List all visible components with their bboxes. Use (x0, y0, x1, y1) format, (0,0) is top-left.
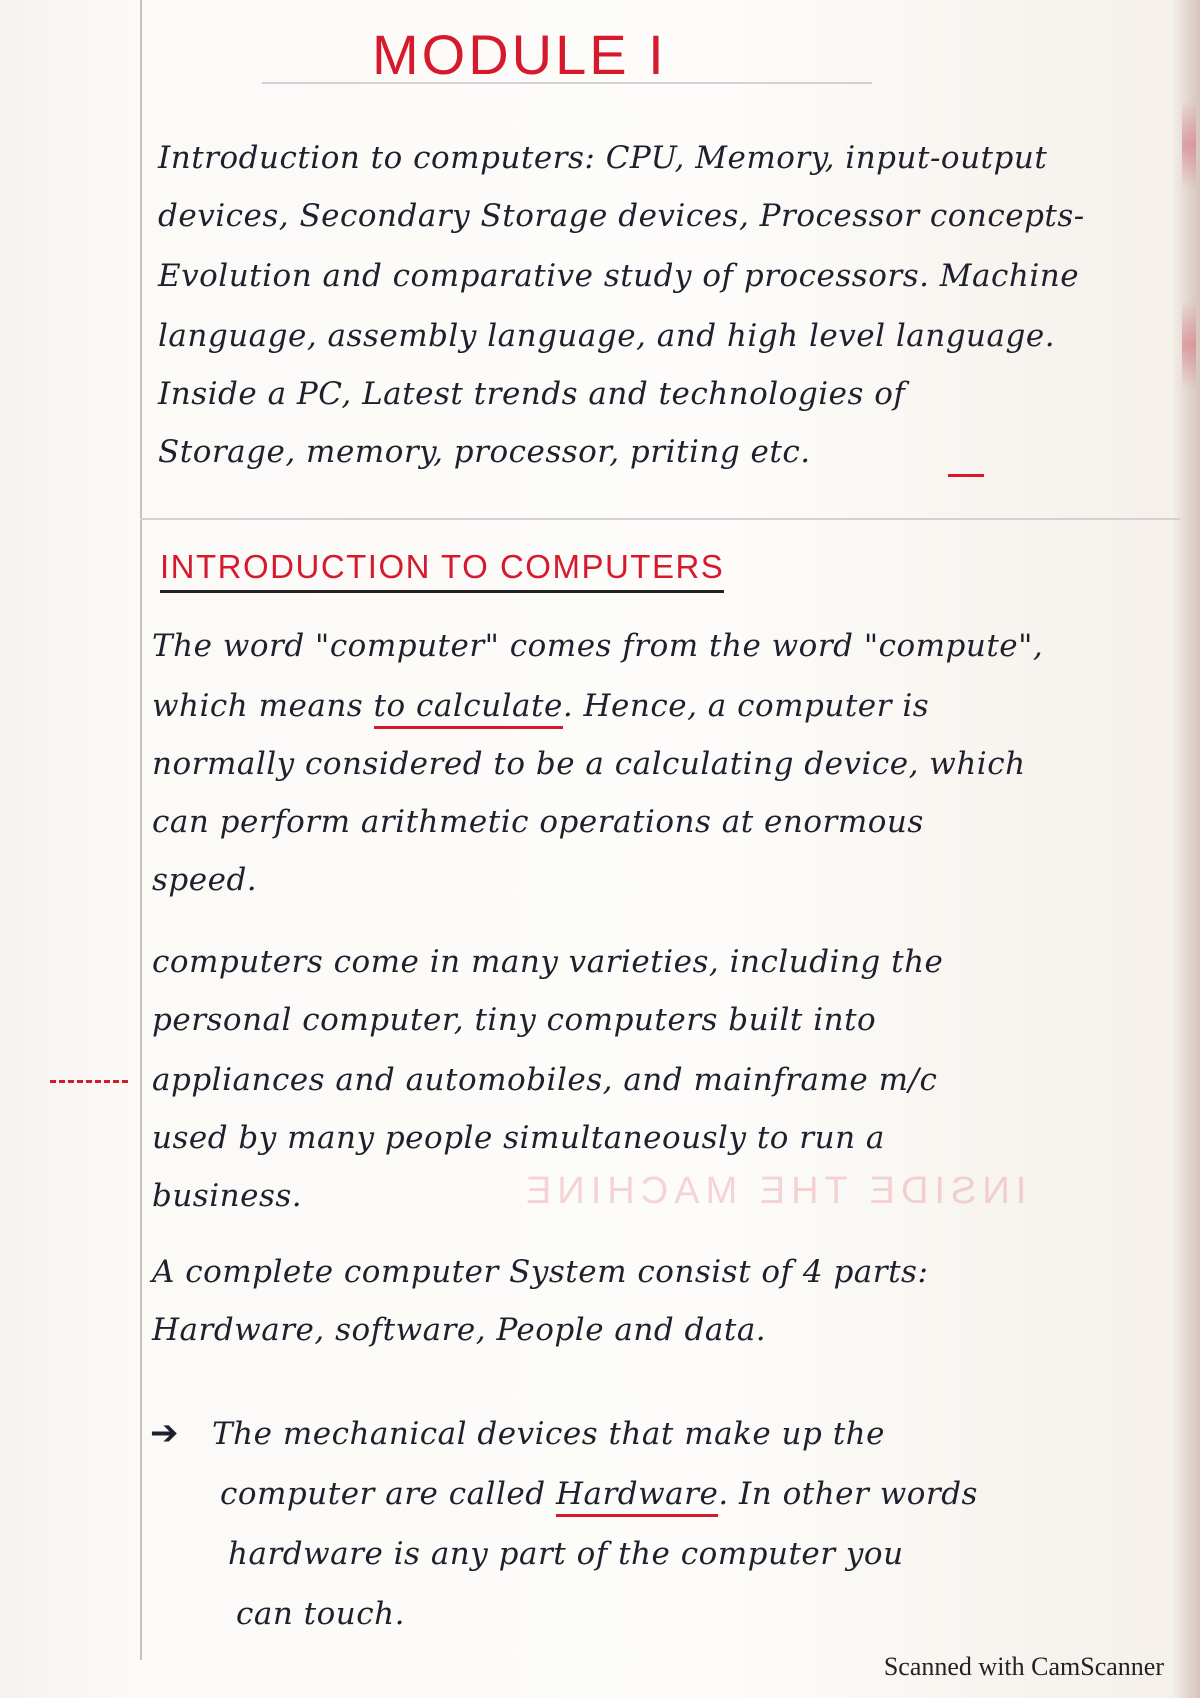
syllabus-line: Introduction to computers: CPU, Memory, input-output (158, 140, 1048, 176)
module-heading: MODULE I (372, 23, 667, 86)
text-run: which means (152, 688, 374, 724)
paragraph-line: speed. (152, 862, 258, 898)
section-rule (140, 518, 1180, 520)
syllabus-line: Inside a PC, Latest trends and technologies of (158, 376, 906, 412)
paragraph-line: business. (152, 1178, 303, 1214)
text-run: . In other words (718, 1476, 978, 1512)
bullet-line: hardware is any part of the computer you (228, 1536, 904, 1572)
paragraph-line: can perform arithmetic operations at enormous (152, 804, 924, 840)
page-edge-stain (1182, 100, 1196, 190)
arrow-bullet-icon: ➔ (150, 1413, 179, 1453)
page-edge-shadow (1172, 0, 1200, 1698)
bullet-line: The mechanical devices that make up the (212, 1416, 885, 1452)
scanner-watermark: Scanned with CamScanner (883, 1652, 1164, 1681)
text-run: computer are called (220, 1476, 556, 1512)
margin-red-dash (50, 1080, 128, 1086)
paragraph-line: appliances and automobiles, and mainframe m/c (152, 1062, 938, 1098)
section-heading: INTRODUCTION TO COMPUTERS (160, 548, 724, 593)
page-edge-stain (1182, 300, 1196, 390)
paragraph-line: used by many people simultaneously to run a (152, 1120, 885, 1156)
paragraph-line: The word "computer" comes from the word "compute", (152, 628, 1044, 664)
text-run: . Hence, a computer is (562, 688, 930, 724)
syllabus-line: Storage, memory, processor, priting etc. (158, 434, 811, 470)
paragraph-line: A complete computer System consist of 4 parts: (152, 1254, 929, 1290)
bullet-line (220, 1476, 978, 1512)
margin-line (140, 0, 142, 1660)
syllabus-line: Evolution and comparative study of processors. Machine (158, 258, 1080, 294)
syllabus-line: language, assembly language, and high level language. (158, 318, 1056, 354)
syllabus-line: devices, Secondary Storage devices, Processor concepts- (158, 198, 1085, 234)
paragraph-line: personal computer, tiny computers built into (152, 1002, 877, 1038)
red-tick-mark (948, 474, 984, 477)
highlighted-term: Hardware (556, 1476, 718, 1517)
highlighted-phrase: to calculate (374, 688, 563, 729)
paragraph-line: normally considered to be a calculating device, which (152, 746, 1026, 782)
bleed-through-text: INSIDE THE MACHINE (520, 1170, 1027, 1212)
paragraph-line: computers come in many varieties, including the (152, 944, 944, 980)
paragraph-line (152, 688, 929, 724)
bullet-line: can touch. (236, 1596, 405, 1632)
paragraph-line: Hardware, software, People and data. (152, 1312, 767, 1348)
